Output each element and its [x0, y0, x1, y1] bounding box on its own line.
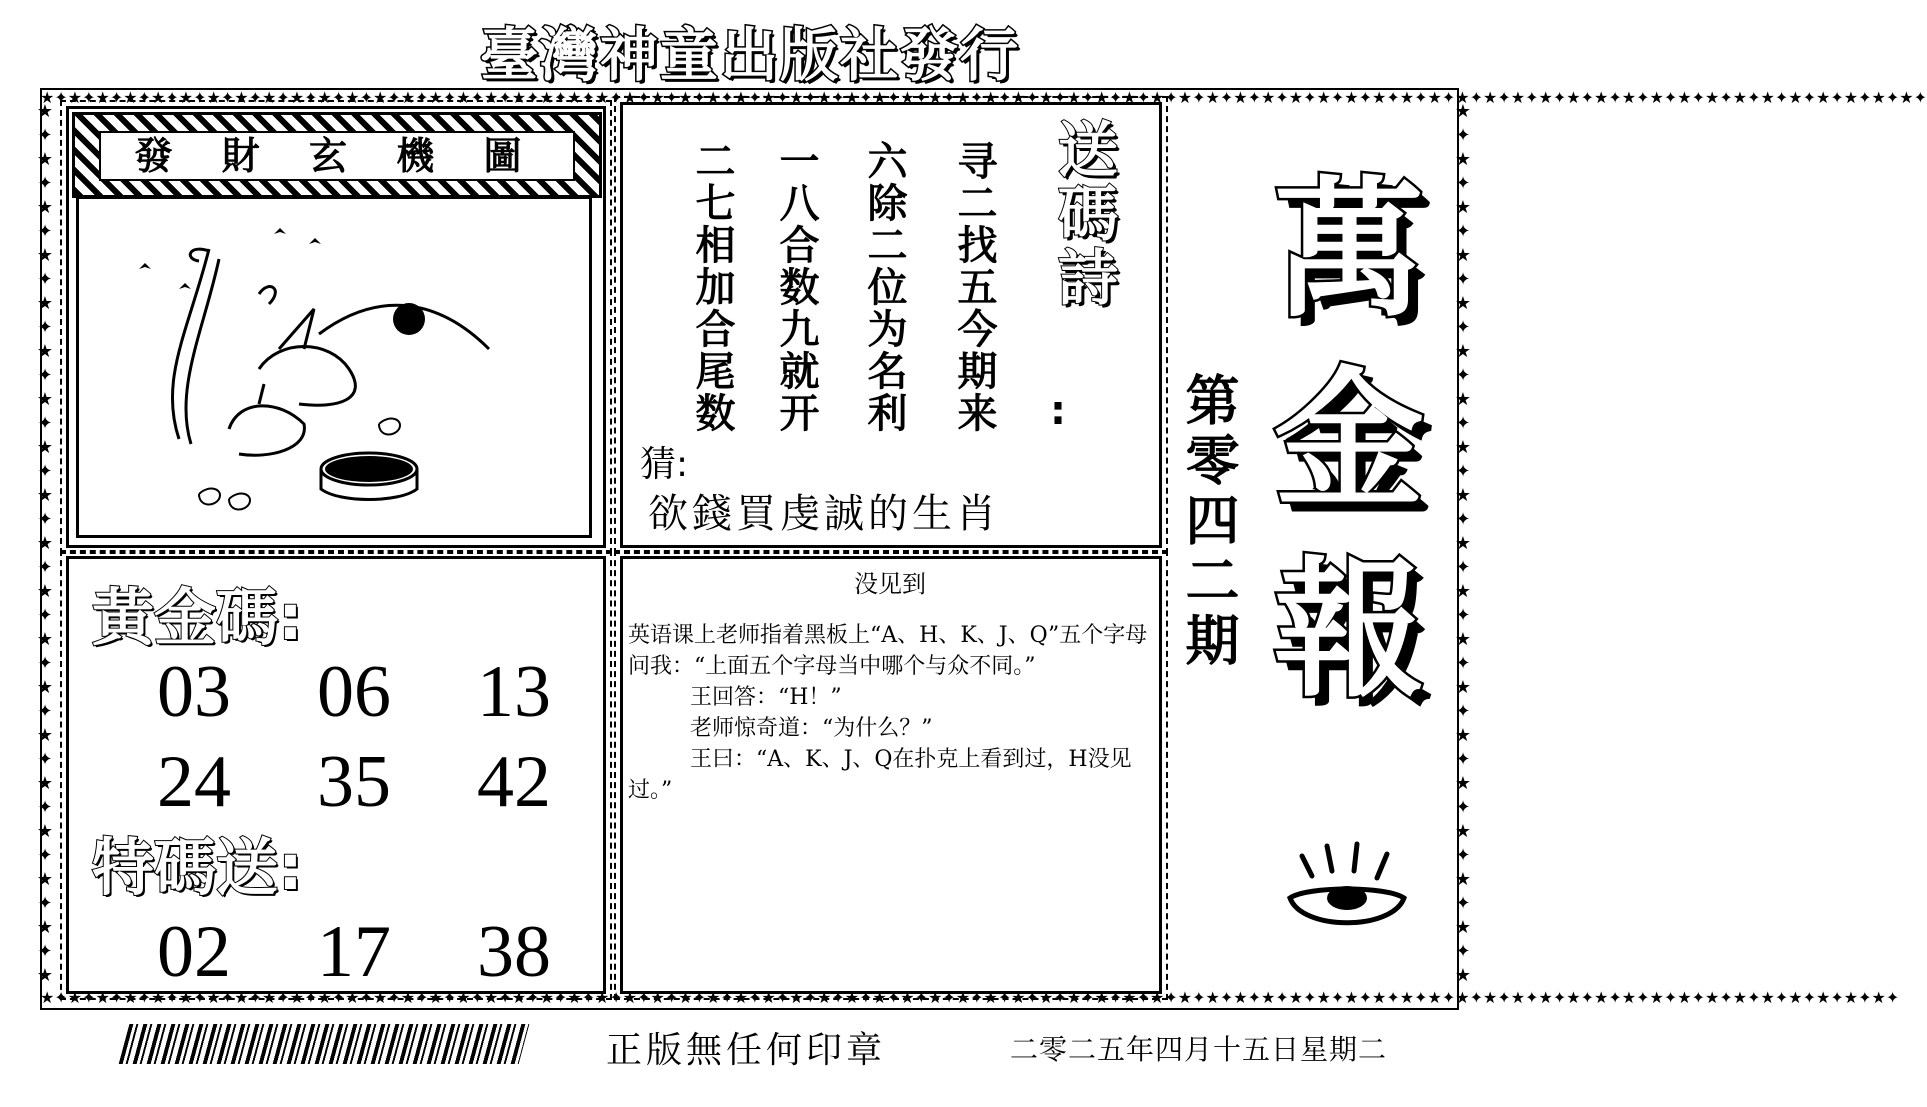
poem-line-1: 寻二找五今期来 [951, 140, 997, 434]
gold-number: 13 [477, 651, 551, 733]
star-border-right: ★ ✦ ★ ✦ ★ ✦ ★ ✦ ★ ✦ ★ ✦ ★ ✦ ★ ✦ ★ ✦ ★ ✦ ★ ✦ ★ ✦ ★ ✦ ★ ✦ ★ ✦ ★ ✦ ★ ✦ ★ ✦ ★ [1454, 101, 1472, 986]
publisher-banner: 臺灣神童出版社發行 [479, 21, 1020, 89]
poem-title-colon: : [1050, 388, 1066, 434]
gold-number: 42 [477, 741, 551, 823]
poem-title: 送碼詩 [1048, 118, 1118, 310]
gold-number: 03 [157, 651, 231, 733]
gold-number: 06 [317, 651, 391, 733]
special-number: 38 [477, 911, 551, 993]
guess-text: 欲錢買虔誠的生肖 [648, 491, 1000, 537]
illustration-frame [76, 196, 592, 538]
gold-number: 35 [317, 741, 391, 823]
star-border-left: ★ ✦ ★ ✦ ★ ✦ ★ ✦ ★ ✦ ★ ✦ ★ ✦ ★ ✦ ★ ✦ ★ ✦ ★ ✦ ★ ✦ ★ ✦ ★ ✦ ★ ✦ ★ ✦ ★ ✦ ★ ✦ ★ [36, 101, 54, 986]
issue-number: 第零四二期 [1177, 372, 1240, 672]
special-number: 02 [157, 911, 231, 993]
footer-date: 二零二五年四月十五日星期二 [1010, 1033, 1388, 1066]
story-paragraph: 英语课上老师指着黑板上“A、H、K、J、Q”五个字母问我：“上面五个字母当中哪个与众不同。” [628, 623, 1148, 679]
poem-line-4: 二七相加合尾数 [689, 140, 735, 434]
special-number: 17 [317, 911, 391, 993]
sun-icon [393, 303, 425, 335]
bowl-contents [325, 456, 413, 482]
footer-notice: 正版無任何印章 [606, 1030, 887, 1071]
brand-title: 萬金報 [1248, 170, 1422, 740]
rabbits-illustration [79, 199, 589, 535]
barcode-decoration [119, 1024, 530, 1064]
guess-label: 猜: [640, 444, 689, 485]
picture-title-band [72, 112, 602, 198]
story-paragraph: 王曰：“A、K、J、Q在扑克上看到过，H没见过。” [628, 747, 1132, 803]
gold-ingot-icon [1282, 836, 1412, 946]
picture-title: 發 財 玄 機 圖 [99, 131, 575, 181]
gold-number: 24 [157, 741, 231, 823]
poem-line-2: 六除二位为名利 [861, 140, 907, 434]
special-label: 特碼送: [92, 831, 303, 904]
star-border-bottom: ★✦★✦★✦★✦★✦★✦★✦★✦★✦★✦★✦★✦★✦★✦★✦★✦★✦★✦★✦★✦★✦★✦★✦★✦★✦★✦★✦★✦★✦★✦★✦★✦★✦★✦★✦★✦★✦★✦★✦★✦★✦★✦★✦★✦★✦★✦★✦★✦★✦★✦★✦★✦★✦★✦★✦★✦★✦★✦★✦★✦★✦★✦★✦★✦★✦★✦★✦ [40, 988, 1900, 1007]
story-paragraph: 王回答：“H！” [690, 685, 842, 710]
story-title: 没见到 [854, 570, 926, 598]
story-paragraph: 老师惊奇道：“为什么？” [690, 716, 933, 741]
poem-line-3: 一八合数九就开 [773, 140, 819, 434]
gold-label: 黃金碼: [92, 581, 303, 654]
star-border-top: ★✦★✦★✦★✦★✦★✦★✦★✦★✦★✦★✦★✦★✦★✦★✦★✦★✦★✦★✦★✦★✦★✦★✦★✦★✦★✦★✦★✦★✦★✦★✦★✦★✦★✦★✦★✦★✦★✦★✦★✦★✦★✦★✦★✦★✦★✦★✦★✦★✦★✦★✦★✦★✦★✦★✦★✦★✦★✦★✦★✦★✦★✦★✦★✦★✦★✦★✦★✦ [40, 88, 1927, 107]
story-body [628, 620, 1148, 806]
